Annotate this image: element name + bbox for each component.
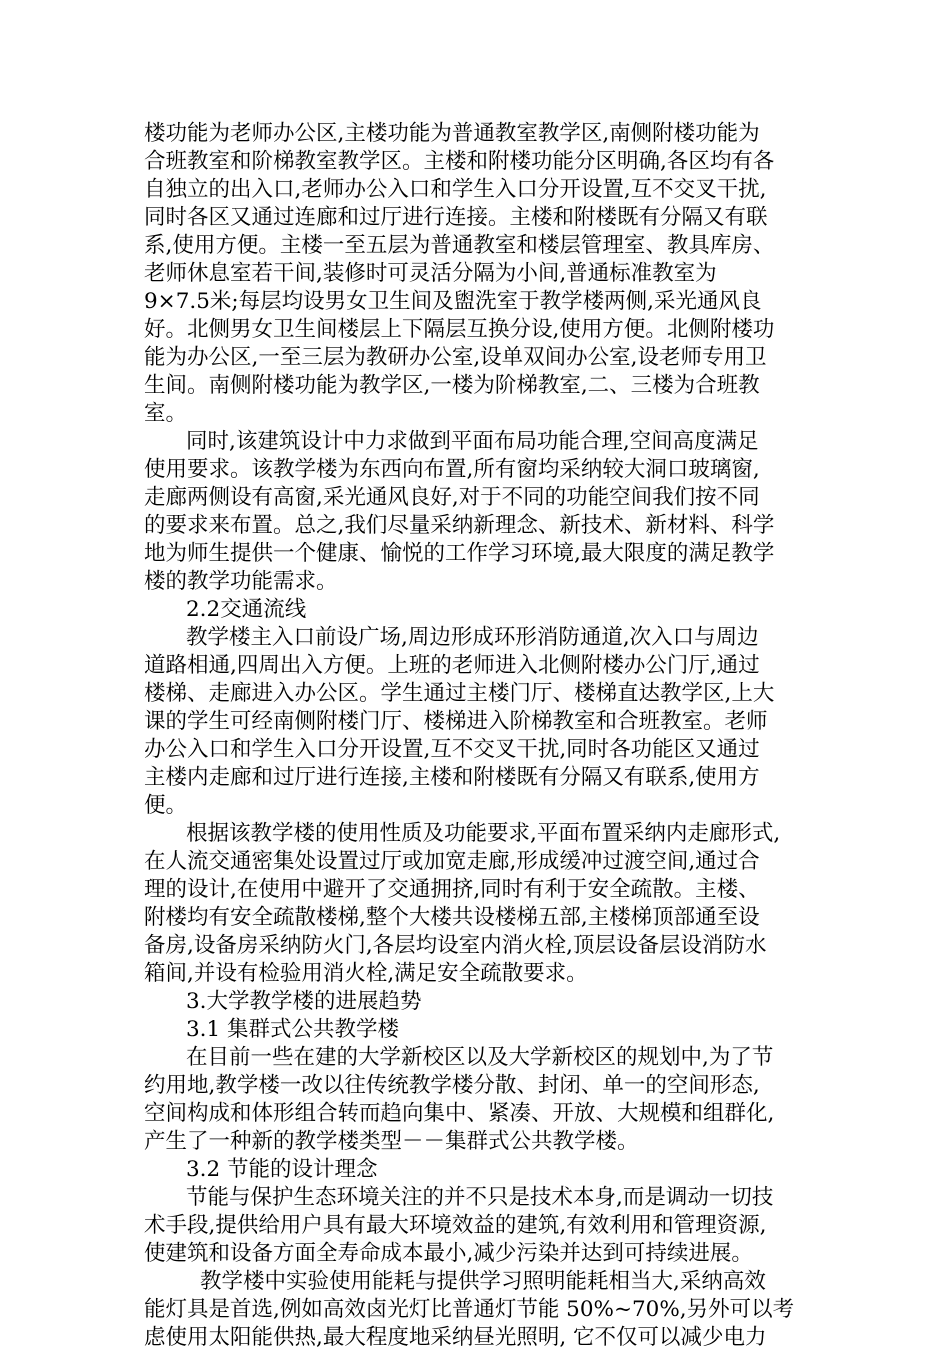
text-line: 楼的教学功能需求。 [144,569,338,594]
text-line: 在人流交通密集处设置过厅或加宽走廊,形成缓冲过渡空间,通过合 [144,849,760,874]
document-page [144,120,810,1352]
text-line: 主楼内走廊和过厅进行连接,主楼和附楼既有分隔又有联系,使用方 [144,765,760,790]
text-line: 课的学生可经南侧附楼门厅、楼梯进入阶梯教室和合班教室。老师 [144,709,768,734]
text-line: 生间。南侧附楼功能为教学区,一楼为阶梯教室,二、三楼为合班教 [144,373,760,398]
text-line: 3.1 集群式公共教学楼 [186,1017,400,1042]
text-line: 空间构成和体形组合转而趋向集中、紧凑、开放、大规模和组群化, [144,1101,775,1126]
text-line: 3.2 节能的设计理念 [186,1157,378,1182]
text-line: 办公入口和学生入口分开设置,互不交叉干扰,同时各功能区又通过 [144,737,760,762]
text-line: 道路相通,四周出入方便。上班的老师进入北侧附楼办公门厅,通过 [144,653,760,678]
text-line: 楼功能为老师办公区,主楼功能为普通教室教学区,南侧附楼功能为 [144,121,760,146]
text-line: 合班教室和阶梯教室教学区。主楼和附楼功能分区明确,各区均有各 [144,149,775,174]
text-line: 理的设计,在使用中避开了交通拥挤,同时有利于安全疏散。主楼、 [144,877,760,902]
text-line: 老师休息室若干间,装修时可灵活分隔为小间,普通标准教室为 [144,261,717,286]
text-line: 术手段,提供给用户具有最大环境效益的建筑,有效利用和管理资源, [144,1213,767,1238]
text-line: 在目前一些在建的大学新校区以及大学新校区的规划中,为了节 [186,1045,774,1070]
text-line: 能为办公区,一至三层为教研办公室,设单双间办公室,设老师专用卫 [144,345,767,370]
text-line: 使建筑和设备方面全寿命成本最小,减少污染并达到可持续进展。 [144,1241,753,1266]
text-line: 根据该教学楼的使用性质及功能要求,平面布置采纳内走廊形式, [186,821,781,846]
text-line: 便。 [144,793,188,818]
text-line: 自独立的出入口,老师办公入口和学生入口分开设置,互不交叉干扰, [144,177,767,202]
text-line: 好。北侧男女卫生间楼层上下隔层互换分设,使用方便。北侧附楼功 [144,317,775,342]
text-line: 产生了一种新的教学楼类型－－集群式公共教学楼。 [144,1129,639,1154]
text-line: 的要求来布置。总之,我们尽量采纳新理念、新技术、新材料、科学 [144,513,775,538]
text-line: 系,使用方便。主楼一至五层为普通教室和楼层管理室、教具库房、 [144,233,775,258]
text-line: 9×7.5米;每层均设男女卫生间及盥洗室于教学楼两侧,采光通风良 [144,289,762,314]
text-line: 约用地,教学楼一改以往传统教学楼分散、封闭、单一的空间形态, [144,1073,760,1098]
text-line: 能灯具是首选,例如高效卤光灯比普通灯节能 50%~70%,另外可以考 [144,1297,795,1322]
text-line: 教学楼主入口前设广场,周边形成环形消防通道,次入口与周边 [186,625,759,650]
text-line: 附楼均有安全疏散楼梯,整个大楼共设楼梯五部,主楼梯顶部通至设 [144,905,760,930]
text-line: 2.2交通流线 [186,597,307,622]
text-line: 同时各区又通过连廊和过厅进行连接。主楼和附楼既有分隔又有联 [144,205,768,230]
text-line: 教学楼中实验使用能耗与提供学习照明能耗相当大,采纳高效 [200,1269,766,1294]
text-line: 使用要求。该教学楼为东西向布置,所有窗均采纳较大洞口玻璃窗, [144,457,760,482]
text-line: 走廊两侧设有高窗,采光通风良好,对于不同的功能空间我们按不同 [144,485,760,510]
text-line: 楼梯、走廊进入办公区。学生通过主楼门厅、楼梯直达教学区,上大 [144,681,775,706]
text-line: 地为师生提供一个健康、愉悦的工作学习环境,最大限度的满足教学 [144,541,775,566]
text-line: 同时,该建筑设计中力求做到平面布局功能合理,空间高度满足 [186,429,759,454]
text-line: 室。 [144,401,188,426]
text-line: 备房,设备房采纳防火门,各层均设室内消火栓,顶层设备层设消防水 [144,933,767,958]
text-line: 箱间,并设有检验用消火栓,满足安全疏散要求。 [144,961,588,986]
text-line: 3.大学教学楼的进展趋势 [186,989,422,1014]
text-line: 节能与保护生态环境关注的并不只是技术本身,而是调动一切技 [186,1185,774,1210]
text-line: 虑使用太阳能供热,最大程度地采纳昼光照明, 它不仅可以减少电力 [144,1325,767,1350]
